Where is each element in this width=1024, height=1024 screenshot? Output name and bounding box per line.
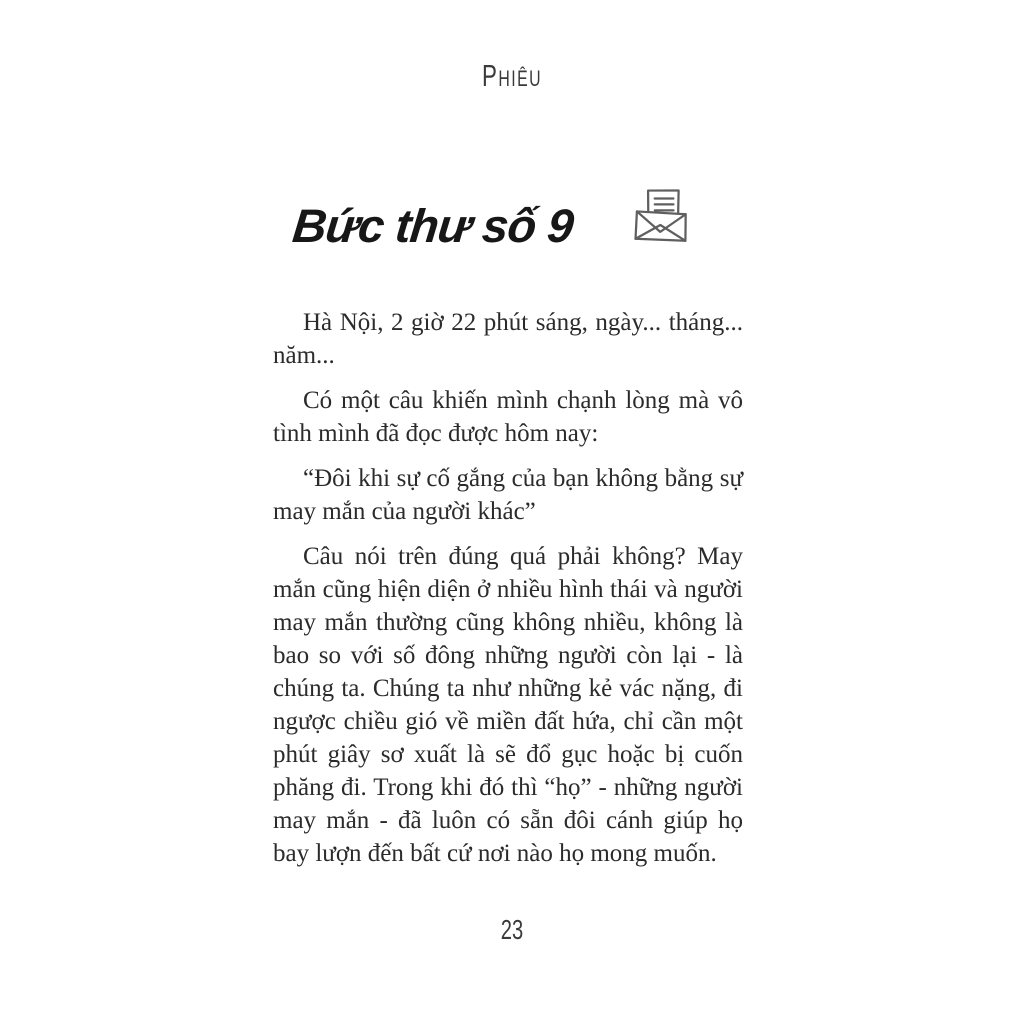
- page-number: 23: [500, 914, 524, 945]
- open-envelope-letter-icon: [625, 186, 695, 256]
- paragraph-dateline: Hà Nội, 2 giờ 22 phút sáng, ngày... tháng... năm...: [273, 309, 743, 369]
- chapter-title: Bức thư số 9: [290, 199, 576, 252]
- running-header: Phiêu: [482, 58, 542, 93]
- paragraph-quote: “Đôi khi sự cố gắng của bạn không bằng sự may mắn của người khác”: [273, 465, 743, 525]
- paragraph-reflection: Câu nói trên đúng quá phải không? May mắn cũng hiện diện ở nhiều hình thái và người may mắn thường cũng không nhiều, không là bao so với số đông những người còn lại - là chúng ta. Chúng ta như những kẻ vác nặng, đi ngược chiều gió về miền đất hứa, chỉ cần một phút giây sơ xuất là sẽ đổ gục hoặc bị cuốn phăng đi. Trong khi đó thì “họ” - những người may mắn - đã luôn có sẵn đôi cánh giúp họ bay lượn đến bất cứ nơi nào họ mong muốn.: [273, 543, 743, 867]
- chapter-heading: [290, 186, 695, 256]
- paragraph-intro: Có một câu khiến mình chạnh lòng mà vô tình mình đã đọc được hôm nay:: [273, 387, 743, 447]
- body-text: [273, 306, 743, 882]
